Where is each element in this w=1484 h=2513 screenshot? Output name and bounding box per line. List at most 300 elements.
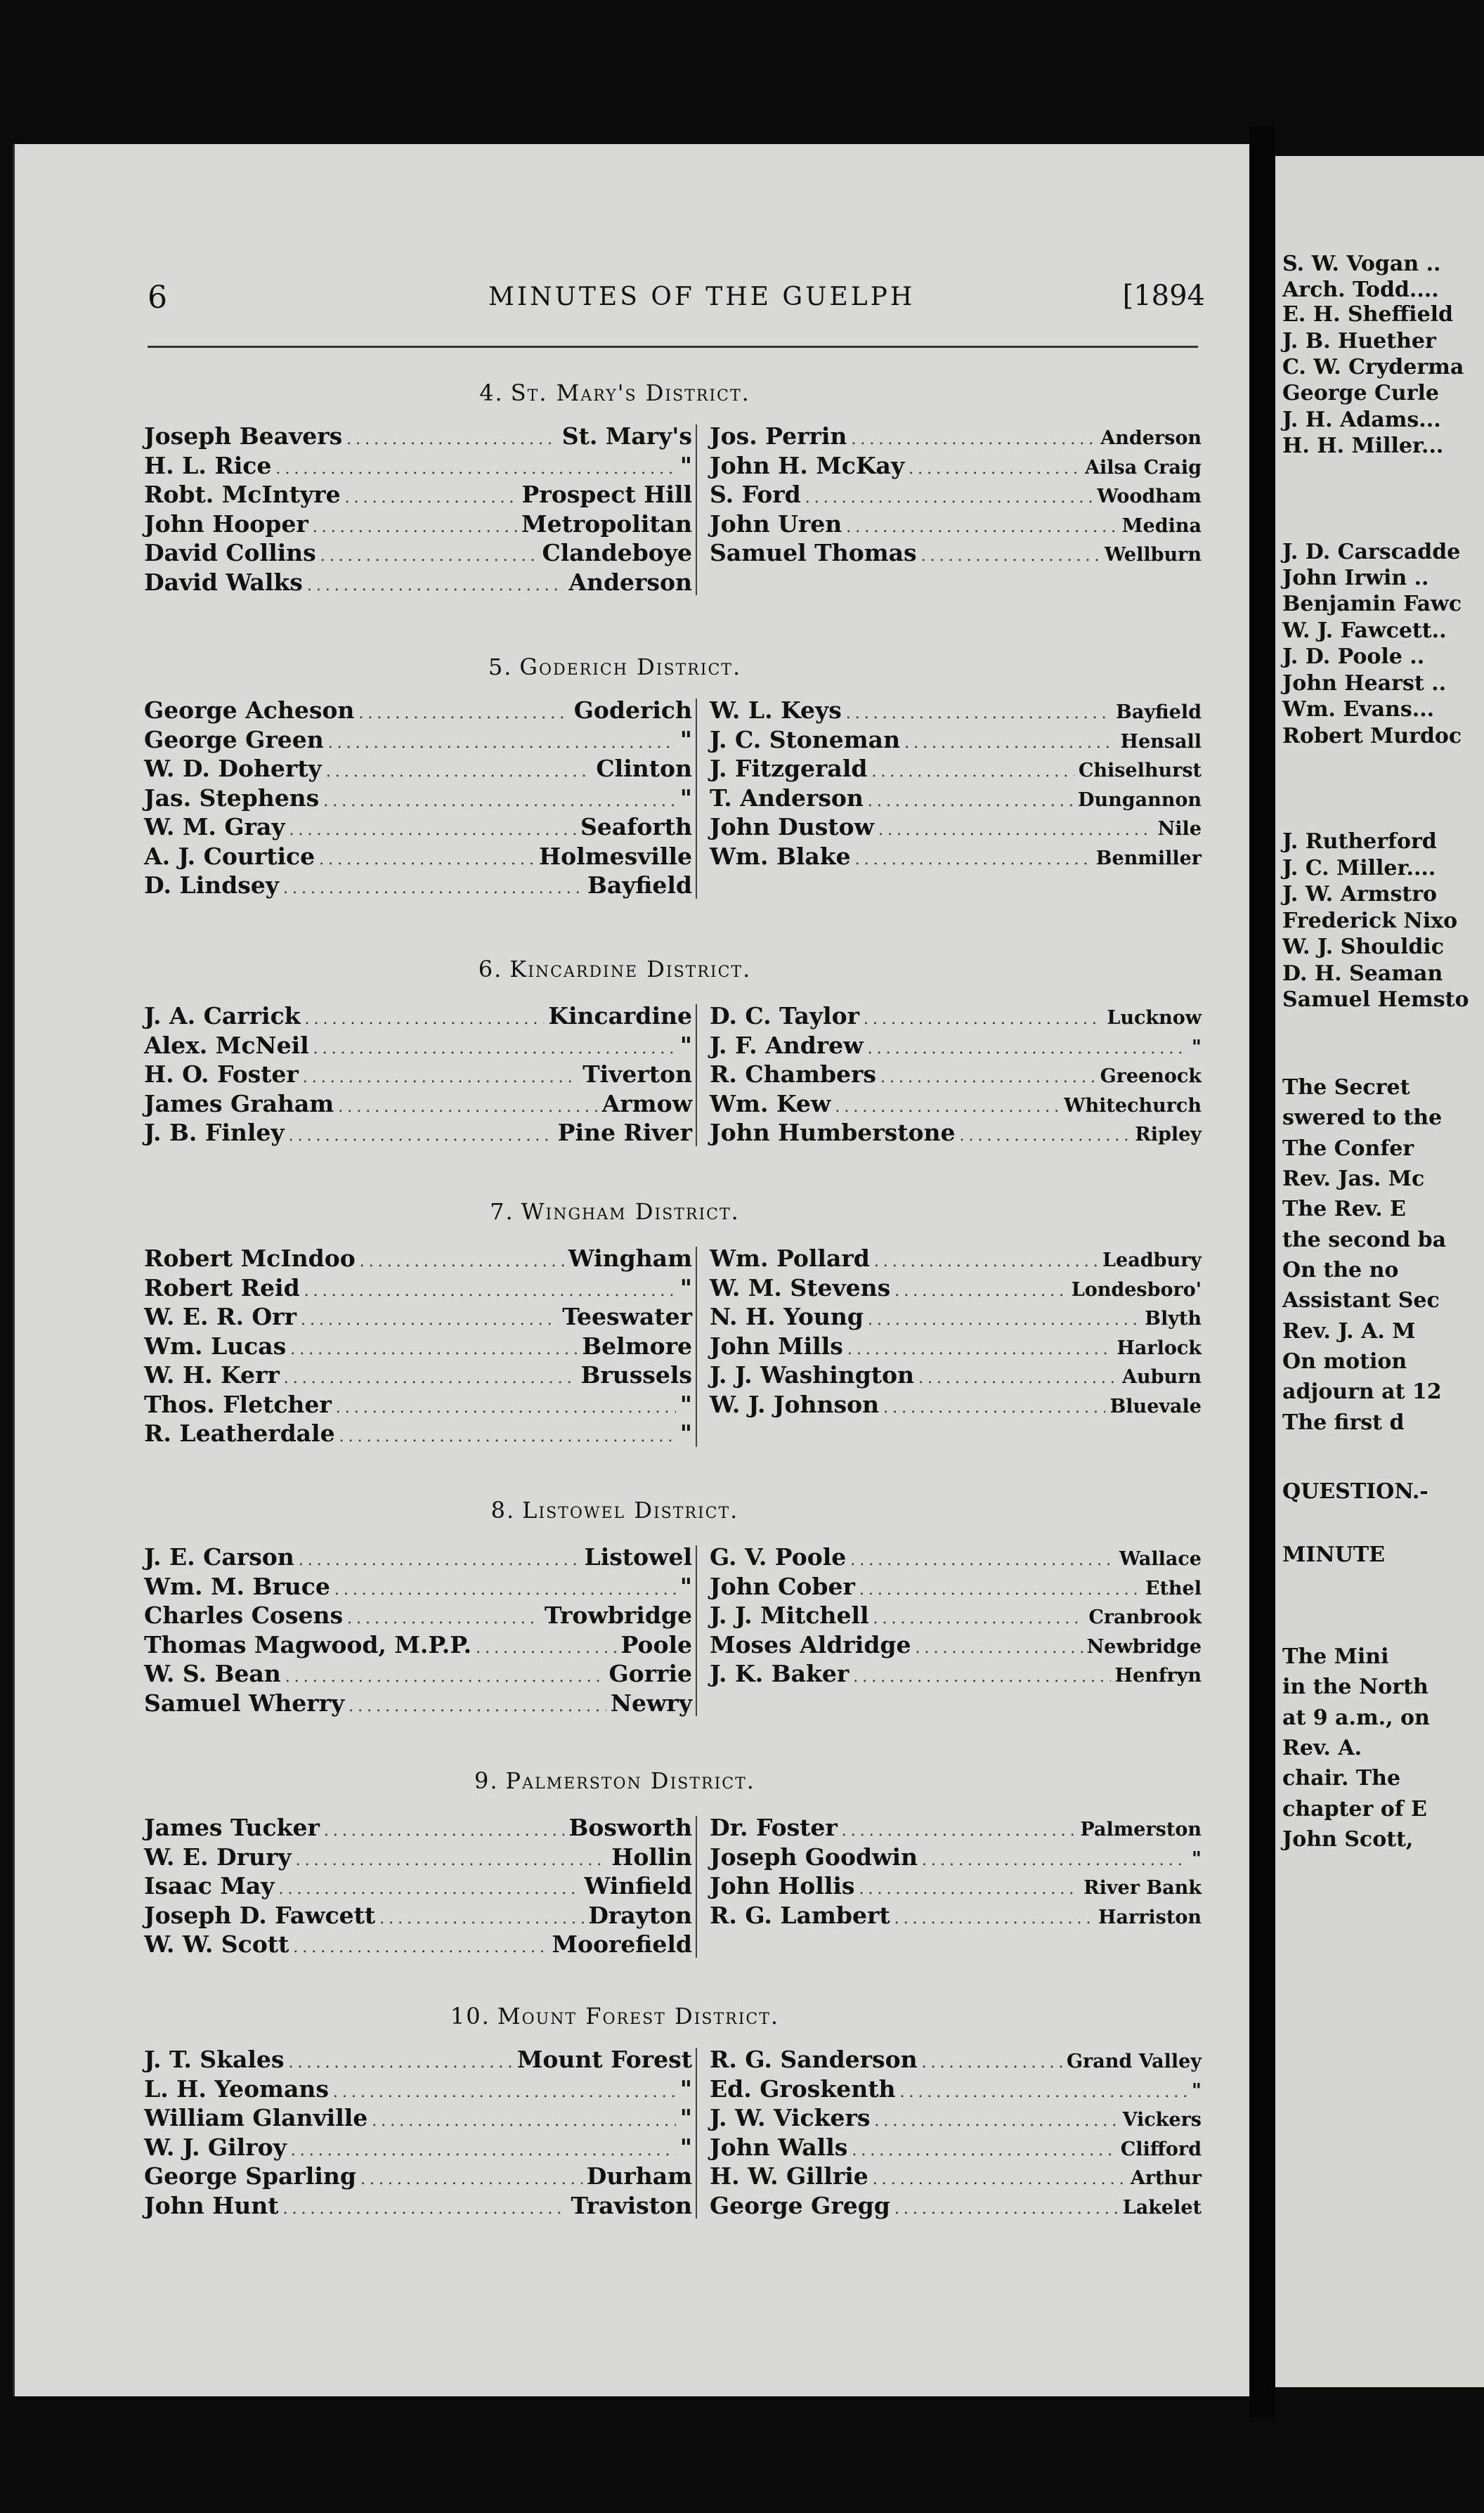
leader-dots xyxy=(850,1546,1115,1576)
leader-dots xyxy=(859,1576,1141,1605)
right-page-text: in the North xyxy=(1282,1675,1428,1699)
minister-name: John Walls xyxy=(710,2133,848,2161)
appointment-row xyxy=(144,1118,692,1148)
left-column xyxy=(144,1244,692,1448)
district-title xyxy=(0,1497,1237,1524)
right-page-text: W. J. Shouldic xyxy=(1282,935,1444,959)
appointment-row xyxy=(144,1390,692,1420)
circuit-name: Medina xyxy=(1121,514,1202,537)
leader-dots xyxy=(873,1604,1085,1634)
minister-name: H. L. Rice xyxy=(144,451,272,479)
leader-dots xyxy=(864,1005,1102,1034)
appointment-row xyxy=(144,1302,692,1332)
appointment-row xyxy=(144,1332,692,1361)
right-page-text: S. W. Vogan .. xyxy=(1282,252,1441,276)
appointment-row xyxy=(710,1390,1202,1420)
minister-name: J. F. Andrew xyxy=(710,1031,864,1059)
district-number: 6. xyxy=(478,956,503,982)
minister-name: John Cober xyxy=(710,1572,855,1600)
leader-dots xyxy=(880,1063,1096,1093)
circuit-name: " xyxy=(679,1390,692,1418)
leader-dots xyxy=(333,2078,676,2108)
appointment-row xyxy=(144,538,692,568)
circuit-name: Dungannon xyxy=(1078,788,1202,811)
circuit-name: Kincardine xyxy=(548,1002,692,1030)
circuit-name: Wellburn xyxy=(1104,544,1202,566)
circuit-name: Blyth xyxy=(1145,1308,1202,1330)
column-divider xyxy=(696,1004,697,1146)
leader-dots xyxy=(313,513,517,543)
circuit-name: Newbridge xyxy=(1086,1635,1202,1658)
appointment-row xyxy=(144,509,692,539)
circuit-name: Henfryn xyxy=(1114,1665,1202,1687)
circuit-name: Grand Valley xyxy=(1066,2051,1202,2072)
minister-name: John Uren xyxy=(710,509,842,538)
leader-dots xyxy=(842,1817,1076,1846)
circuit-name: Goderich xyxy=(573,696,692,724)
circuit-name: Londesboro' xyxy=(1071,1278,1202,1301)
leader-dots xyxy=(959,1122,1131,1151)
leader-dots xyxy=(918,1364,1118,1394)
appointment-row xyxy=(144,784,692,813)
minister-name: John Hunt xyxy=(144,2191,279,2219)
district-name: Palmerston District. xyxy=(505,1767,755,1794)
minister-name: W. W. Scott xyxy=(144,1930,289,1958)
circuit-name: Auburn xyxy=(1122,1366,1202,1388)
appointment-row xyxy=(144,754,692,784)
right-column xyxy=(710,1244,1202,1419)
minister-name: Joseph D. Fawcett xyxy=(144,1901,376,1929)
appointment-row xyxy=(710,1630,1202,1660)
circuit-name: " xyxy=(679,1273,692,1301)
leader-dots xyxy=(283,2195,567,2224)
right-page-text: The Mini xyxy=(1282,1644,1389,1669)
leader-dots xyxy=(859,1875,1079,1904)
appointment-row xyxy=(144,480,692,509)
appointment-row xyxy=(144,1001,692,1031)
minister-name: L. H. Yeomans xyxy=(144,2074,329,2103)
leader-dots xyxy=(379,1904,584,1934)
minister-name: Isaac May xyxy=(144,1872,275,1900)
district-name: Goderich District. xyxy=(519,654,742,680)
right-page-text: W. J. Fawcett.. xyxy=(1282,618,1447,643)
leader-dots xyxy=(349,1692,606,1722)
left-column xyxy=(144,422,692,597)
leader-dots xyxy=(855,845,1092,875)
district-title xyxy=(0,1198,1237,1225)
minister-name: Wm. M. Bruce xyxy=(144,1572,330,1600)
header-rule xyxy=(148,346,1198,348)
right-page-text: J. H. Adams... xyxy=(1282,408,1441,432)
appointment-row xyxy=(144,2074,692,2104)
appointment-row xyxy=(144,1089,692,1119)
appointment-row xyxy=(710,451,1202,481)
minister-name: W. M. Stevens xyxy=(710,1273,891,1301)
page-header xyxy=(137,280,1205,322)
leader-dots xyxy=(296,1846,608,1876)
district-title xyxy=(0,956,1237,982)
district-name: Wingham District. xyxy=(521,1198,740,1225)
page-number: 6 xyxy=(148,280,167,316)
appointment-row xyxy=(710,842,1202,871)
leader-dots xyxy=(334,1576,676,1605)
minister-name: Thos. Fletcher xyxy=(144,1390,332,1418)
circuit-name: Brussels xyxy=(580,1361,692,1389)
district-name: Kincardine District. xyxy=(509,956,752,982)
leader-dots xyxy=(278,1875,580,1904)
circuit-name: " xyxy=(679,1572,692,1600)
minister-name: W. J. Johnson xyxy=(710,1390,880,1418)
minister-name: George Gregg xyxy=(710,2191,890,2219)
minister-name: J. T. Skales xyxy=(144,2046,285,2073)
book-binding xyxy=(1249,126,1275,2417)
minister-name: R. Chambers xyxy=(710,1060,876,1088)
right-column xyxy=(710,1001,1202,1148)
appointment-row xyxy=(144,451,692,481)
appointment-row xyxy=(144,1871,692,1901)
right-page-text: J. B. Huether xyxy=(1282,329,1436,353)
minister-name: George Green xyxy=(144,725,324,753)
appointment-row xyxy=(144,2191,692,2221)
leader-dots xyxy=(372,2107,676,2136)
minister-name: Joseph Beavers xyxy=(144,422,343,450)
appointment-row xyxy=(144,812,692,842)
minister-name: J. E. Carson xyxy=(144,1543,294,1571)
leader-dots xyxy=(283,874,583,904)
minister-name: Wm. Blake xyxy=(710,842,851,870)
circuit-name: Listowel xyxy=(584,1543,692,1571)
circuit-name: Benmiller xyxy=(1095,847,1202,869)
left-column xyxy=(144,1543,692,1717)
right-page-text: Rev. J. A. M xyxy=(1282,1319,1416,1344)
minister-name: George Acheson xyxy=(144,696,355,724)
minister-name: John Mills xyxy=(710,1332,843,1360)
circuit-name: Chiselhurst xyxy=(1078,760,1202,781)
appointment-row xyxy=(710,1001,1202,1031)
appointment-row xyxy=(710,1031,1202,1060)
appointment-row xyxy=(710,1543,1202,1572)
district-number: 9. xyxy=(474,1767,499,1794)
circuit-name: Winfield xyxy=(584,1872,692,1900)
district-title xyxy=(0,1767,1237,1794)
appointment-row xyxy=(710,725,1202,755)
circuit-name: Armow xyxy=(601,1089,692,1117)
leader-dots xyxy=(360,2165,582,2195)
circuit-name: Clinton xyxy=(596,755,692,782)
minister-name: Charles Cosens xyxy=(144,1602,344,1629)
circuit-name: " xyxy=(679,725,692,753)
appointment-row xyxy=(144,1273,692,1303)
district-name: Mount Forest District. xyxy=(497,2003,780,2030)
leader-dots xyxy=(922,2048,1062,2078)
left-column xyxy=(144,1001,692,1148)
appointment-row xyxy=(710,1332,1202,1361)
leader-dots xyxy=(338,1093,597,1122)
minister-name: John H. McKay xyxy=(710,451,905,479)
circuit-name: Tiverton xyxy=(582,1060,692,1088)
circuit-name: Woodham xyxy=(1097,486,1202,507)
minister-name: Thomas Magwood, M.P.P. xyxy=(144,1630,472,1658)
circuit-name: Clandeboye xyxy=(542,539,692,566)
circuit-name: Hensall xyxy=(1120,730,1202,753)
leader-dots xyxy=(476,1634,616,1663)
appointment-row xyxy=(710,2133,1202,2162)
appointment-row xyxy=(144,1689,692,1718)
circuit-name: Harlock xyxy=(1117,1337,1202,1359)
right-page-text: The Rev. E xyxy=(1282,1197,1406,1221)
appointment-row xyxy=(710,2103,1202,2133)
leader-dots xyxy=(805,483,1093,513)
appointment-row xyxy=(144,725,692,755)
minister-name: John Dustow xyxy=(710,813,874,840)
district-number: 7. xyxy=(490,1198,514,1225)
leader-dots xyxy=(301,1306,558,1335)
minister-name: W. S. Bean xyxy=(144,1660,281,1687)
circuit-name: " xyxy=(679,1031,692,1059)
right-column xyxy=(710,2045,1202,2220)
minister-name: John Hooper xyxy=(144,509,308,538)
circuit-name: Wingham xyxy=(568,1245,692,1272)
appointment-row xyxy=(144,1930,692,1959)
minister-name: Ed. Groskenth xyxy=(710,2074,896,2103)
circuit-name: Trowbridge xyxy=(544,1602,692,1629)
appointment-row xyxy=(710,2191,1202,2221)
appointment-row xyxy=(144,1901,692,1930)
right-page-text: J. D. Poole .. xyxy=(1282,644,1425,669)
appointment-row xyxy=(144,1813,692,1843)
circuit-name: Anderson xyxy=(1100,427,1202,449)
minister-name: J. Fitzgerald xyxy=(710,755,868,782)
circuit-name: Seaforth xyxy=(580,813,692,840)
right-column xyxy=(710,1813,1202,1930)
appointment-row xyxy=(144,2162,692,2191)
right-page-text: at 9 a.m., on xyxy=(1282,1706,1430,1730)
minister-name: Dr. Foster xyxy=(710,1814,838,1841)
right-page-text: E. H. Sheffield xyxy=(1282,302,1454,327)
column-divider xyxy=(696,424,697,595)
minister-name: Wm. Kew xyxy=(710,1089,831,1117)
circuit-name: Durham xyxy=(586,2162,692,2190)
appointment-row xyxy=(710,509,1202,539)
right-page-text: chair. The xyxy=(1282,1766,1401,1791)
minister-name: D. Lindsey xyxy=(144,871,279,899)
leader-dots xyxy=(868,1306,1140,1335)
right-page-text: chapter of E xyxy=(1282,1797,1427,1822)
right-page-text: On the no xyxy=(1282,1258,1399,1283)
circuit-name: " xyxy=(679,2133,692,2161)
right-page-text: John Scott, xyxy=(1282,1827,1414,1852)
leader-dots xyxy=(847,1335,1113,1365)
circuit-name: " xyxy=(679,1420,692,1447)
leader-dots xyxy=(291,2136,676,2166)
right-page-text: Samuel Hemsto xyxy=(1282,987,1469,1012)
circuit-name: Ailsa Craig xyxy=(1085,456,1202,479)
appointment-row xyxy=(144,2103,692,2133)
leader-dots xyxy=(874,1247,1098,1277)
right-page-text: J. D. Carscadde xyxy=(1282,540,1461,564)
district-number: 10. xyxy=(450,2003,490,2030)
right-page-text: The Confer xyxy=(1282,1136,1414,1161)
minister-name: W. L. Keys xyxy=(710,696,842,724)
minister-name: Robert McIndoo xyxy=(144,1245,356,1272)
circuit-name: Metropolitan xyxy=(521,509,692,538)
right-page-text: QUESTION.- xyxy=(1282,1479,1428,1504)
leader-dots xyxy=(336,1394,676,1423)
leader-dots xyxy=(303,1063,578,1093)
circuit-name: Bayfield xyxy=(1116,701,1202,723)
right-page xyxy=(1275,156,1484,2387)
minister-name: Robt. McIntyre xyxy=(144,481,341,508)
appointment-row xyxy=(144,2045,692,2074)
minister-name: J. C. Stoneman xyxy=(710,725,901,753)
appointment-row xyxy=(710,1089,1202,1119)
leader-dots xyxy=(289,2048,513,2078)
appointment-row xyxy=(144,1060,692,1089)
circuit-name: Newry xyxy=(610,1689,692,1717)
leader-dots xyxy=(874,2107,1118,2136)
minister-name: John Hollis xyxy=(710,1872,855,1900)
appointment-row xyxy=(710,1813,1202,1843)
right-page-text: John Irwin .. xyxy=(1282,566,1429,590)
right-page-text: George Curle xyxy=(1282,381,1440,405)
minister-name: Moses Aldridge xyxy=(710,1630,911,1658)
leader-dots xyxy=(290,1335,578,1365)
leader-dots xyxy=(345,483,518,513)
left-column xyxy=(144,696,692,900)
leader-dots xyxy=(320,542,538,571)
leader-dots xyxy=(360,1247,564,1277)
right-page-text: The Secret xyxy=(1282,1075,1410,1100)
appointment-row xyxy=(710,754,1202,784)
district-number: 5. xyxy=(488,654,513,680)
circuit-name: Harriston xyxy=(1098,1906,1202,1928)
circuit-name: Whitechurch xyxy=(1064,1094,1202,1117)
minister-name: R. G. Sanderson xyxy=(710,2046,918,2073)
leader-dots xyxy=(285,1663,605,1692)
appointment-row xyxy=(144,1244,692,1273)
right-page-text: J. C. Miller.... xyxy=(1282,856,1436,881)
minister-name: D. C. Taylor xyxy=(710,1002,859,1030)
minister-name: G. V. Poole xyxy=(710,1543,847,1571)
appointment-row xyxy=(710,538,1202,568)
appointment-row xyxy=(144,568,692,597)
minister-name: Wm. Pollard xyxy=(710,1245,870,1272)
leader-dots xyxy=(878,816,1154,845)
leader-dots xyxy=(921,542,1100,571)
appointment-row xyxy=(144,422,692,451)
circuit-name: Greenock xyxy=(1100,1065,1202,1087)
appointment-row xyxy=(710,1843,1202,1872)
leader-dots xyxy=(883,1394,1105,1423)
leader-dots xyxy=(894,2195,1119,2224)
right-page-text: Wm. Evans... xyxy=(1282,697,1435,722)
appointment-row xyxy=(144,1419,692,1448)
district-name: St. Mary's District. xyxy=(510,379,750,406)
leader-dots xyxy=(868,787,1074,817)
leader-dots xyxy=(868,1034,1187,1064)
left-column xyxy=(144,2045,692,2220)
appointment-row xyxy=(710,1871,1202,1901)
right-page-text: Frederick Nixo xyxy=(1282,909,1458,933)
minister-name: W. J. Gilroy xyxy=(144,2133,287,2161)
district-title xyxy=(0,379,1237,406)
circuit-name: Prospect Hill xyxy=(521,481,692,508)
right-column xyxy=(710,422,1202,568)
leader-dots xyxy=(899,2078,1187,2108)
right-page-text: On motion xyxy=(1282,1349,1407,1374)
leader-dots xyxy=(909,455,1081,484)
right-page-text: Rev. A. xyxy=(1282,1736,1362,1760)
leader-dots xyxy=(326,758,592,787)
leader-dots xyxy=(853,1663,1110,1692)
circuit-name: Ethel xyxy=(1145,1577,1202,1599)
circuit-name: Palmerston xyxy=(1080,1819,1202,1840)
appointment-row xyxy=(710,696,1202,725)
appointment-row xyxy=(710,1901,1202,1930)
running-title: MINUTES OF THE GUELPH xyxy=(488,283,916,311)
leader-dots xyxy=(323,787,676,817)
leader-dots xyxy=(328,729,676,758)
appointment-row xyxy=(144,871,692,900)
right-page-text: C. W. Cryderma xyxy=(1282,355,1464,379)
minister-name: W. E. Drury xyxy=(144,1843,292,1871)
leader-dots xyxy=(894,1277,1067,1306)
minister-name: Jas. Stephens xyxy=(144,784,320,812)
minister-name: Robert Reid xyxy=(144,1273,300,1301)
column-divider xyxy=(696,699,697,899)
minister-name: R. G. Lambert xyxy=(710,1901,890,1929)
column-divider xyxy=(696,1247,697,1447)
circuit-name: Ripley xyxy=(1135,1124,1202,1145)
minister-name: Samuel Wherry xyxy=(144,1689,345,1717)
leader-dots xyxy=(358,699,569,729)
right-page-text: the second ba xyxy=(1282,1228,1447,1252)
leader-dots xyxy=(346,425,558,455)
circuit-name: Cranbrook xyxy=(1088,1606,1202,1628)
circuit-name: Moorefield xyxy=(552,1930,692,1958)
circuit-name: Wallace xyxy=(1119,1548,1202,1570)
minister-name: J. J. Washington xyxy=(710,1361,915,1389)
right-page-text: J. W. Armstro xyxy=(1282,882,1438,907)
district-number: 8. xyxy=(490,1497,516,1524)
minister-name: S. Ford xyxy=(710,481,801,508)
appointment-row xyxy=(144,1031,692,1060)
circuit-name: Gorrie xyxy=(608,1660,692,1687)
circuit-name: " xyxy=(679,784,692,812)
circuit-name: Bluevale xyxy=(1109,1395,1202,1417)
minister-name: David Collins xyxy=(144,539,316,566)
appointment-row xyxy=(144,2133,692,2162)
leader-dots xyxy=(922,1846,1187,1876)
right-page-text: adjourn at 12 xyxy=(1282,1379,1442,1404)
appointment-row xyxy=(710,1302,1202,1332)
circuit-name: Clifford xyxy=(1120,2138,1202,2160)
right-page-text: Robert Murdoc xyxy=(1282,724,1462,748)
district-title xyxy=(0,654,1237,680)
appointment-row xyxy=(710,1659,1202,1689)
appointment-row xyxy=(710,2074,1202,2104)
minister-name: James Graham xyxy=(144,1089,334,1117)
leader-dots xyxy=(894,1904,1094,1934)
right-column xyxy=(710,1543,1202,1689)
leader-dots xyxy=(284,1364,577,1394)
circuit-name: " xyxy=(679,2074,692,2103)
column-divider xyxy=(696,1545,697,1716)
minister-name: George Sparling xyxy=(144,2162,356,2190)
appointment-row xyxy=(144,1601,692,1630)
appointment-row xyxy=(710,1118,1202,1148)
appointment-row xyxy=(710,2162,1202,2191)
